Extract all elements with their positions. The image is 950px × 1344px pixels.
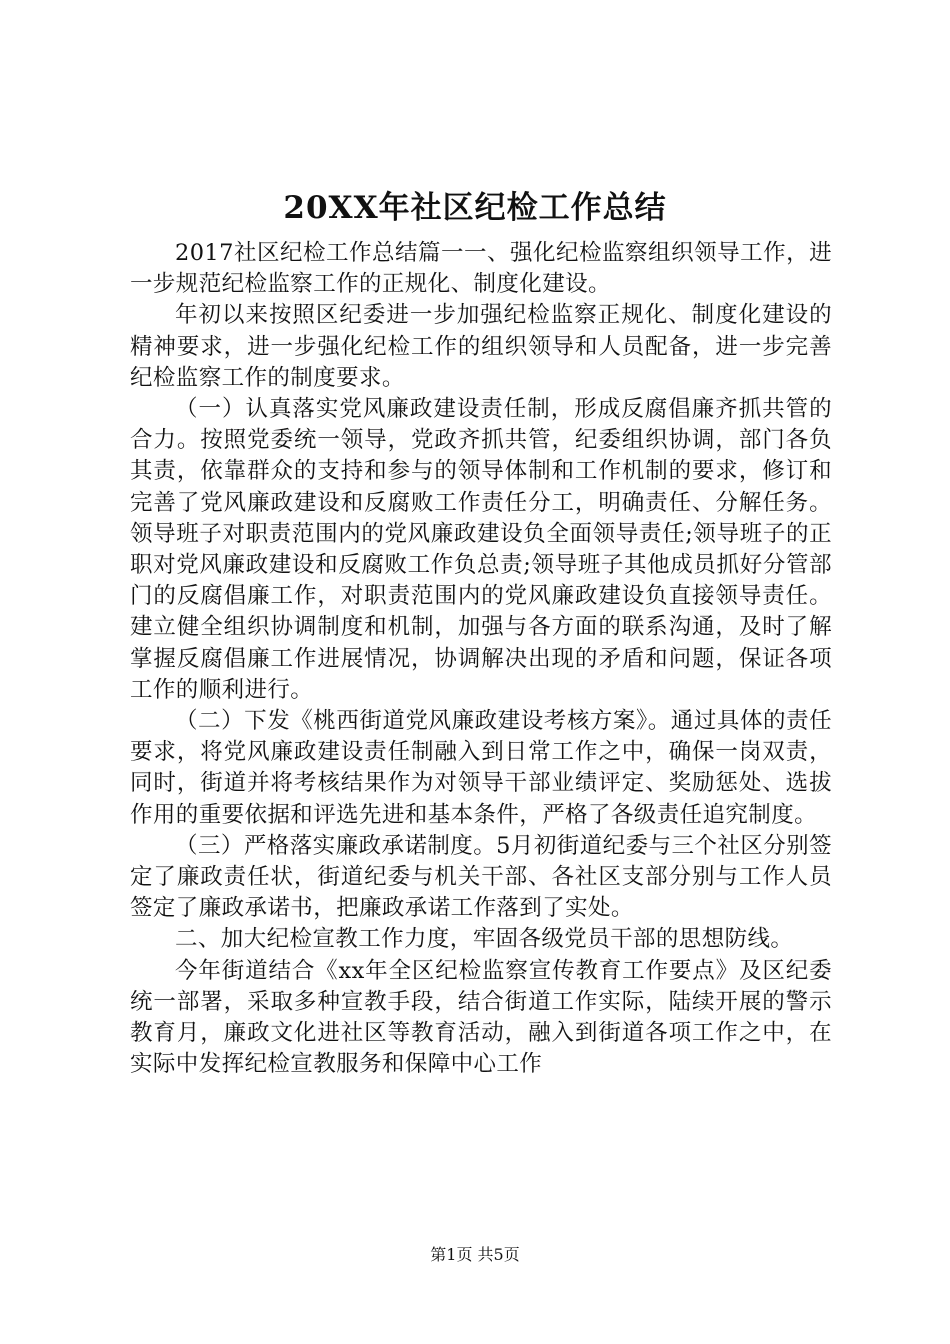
paragraph-6: 二、加大纪检宣教工作力度，牢固各级党员干部的思想防线。 — [175, 926, 794, 953]
document-title: 20XX年社区纪检工作总结 — [283, 190, 667, 226]
paragraph-5: （三）严格落实廉政承诺制度。5月初街道纪委与三个社区分别签定了廉政责任状，街道纪委与机关干部、各社区支部分别与工作人员签定了廉政承诺书，把廉政承诺工作落到了实处。 — [130, 832, 832, 922]
paragraph-2: 年初以来按照区纪委进一步加强纪检监察正规化、制度化建设的精神要求，进一步强化纪检工作的组织领导和人员配备，进一步完善纪检监察工作的制度要求。 — [130, 302, 832, 391]
paragraph-4: （二）下发《桃西街道党风廉政建设考核方案》。通过具体的责任要求，将党风廉政建设责任制融入到日常工作之中，确保一岗双责，同时，街道并将考核结果作为对领导干部业绩评定、奖励惩处、选拔作用的重要依据和评选先进和基本条件，严格了各级责任追究制度。 — [130, 708, 832, 828]
paragraph-3: （一）认真落实党风廉政建设责任制，形成反腐倡廉齐抓共管的合力。按照党委统一领导，党政齐抓共管，纪委组织协调，部门各负其责，依靠群众的支持和参与的领导体制和工作机制的要求，修订和完善了党风廉政建设和反腐败工作责任分工，明确责任、分解任务。领导班子对职责范围内的党风廉政建设负全面领导责任;领导班子的正职对党风廉政建设和反腐败工作负总责;领导班子其他成员抓好分管部门的反腐倡廉工作，对职责范围内的党风廉政建设负直接领导责任。建立健全组织协调制度和机制，加强与各方面的联系沟通，及时了解掌握反腐倡廉工作进展情况，协调解决出现的矛盾和问题，保证各项工作的顺利进行。 — [130, 396, 832, 703]
paragraph-1: 2017社区纪检工作总结篇一一、强化纪检监察组织领导工作，进一步规范纪检监察工作的正规化、制度化建设。 — [130, 240, 832, 298]
page-number-footer: 第1页 共5页 — [430, 1245, 520, 1264]
document-body — [130, 238, 832, 1080]
paragraph-7: 今年街道结合《xx年全区纪检监察宣传教育工作要点》及区纪委统一部署，采取多种宣教手段，结合街道工作实际，陆续开展的警示教育月，廉政文化进社区等教育活动，融入到街道各项工作之中，在实际中发挥纪检宣教服务和保障中心工作 — [130, 957, 832, 1078]
